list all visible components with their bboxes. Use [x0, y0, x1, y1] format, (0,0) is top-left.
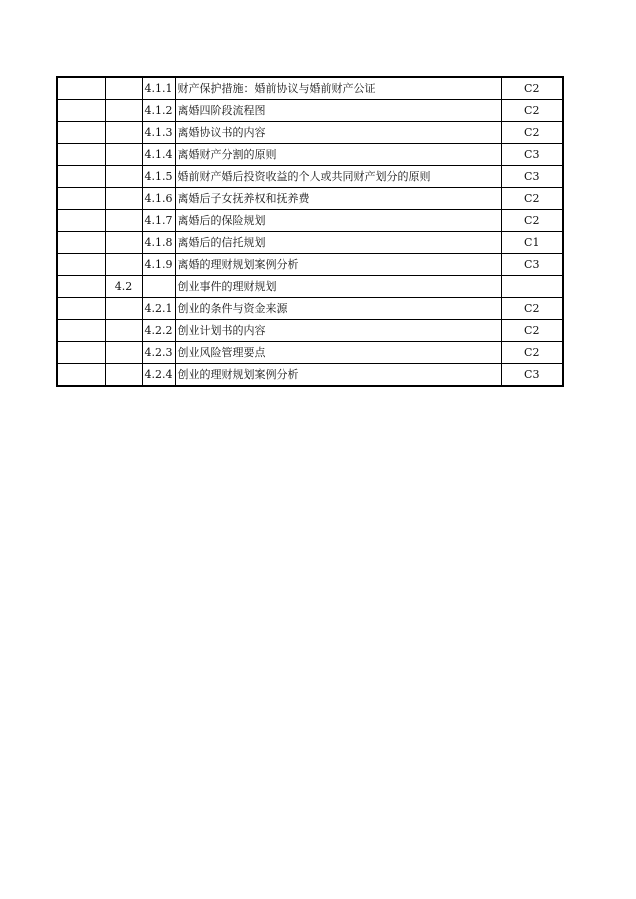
level1-cell: [57, 166, 105, 188]
table-row: [57, 210, 563, 232]
level-code-cell: C2: [501, 342, 563, 364]
level-code-cell: C3: [501, 254, 563, 276]
section-number-cell: 4.2.4: [142, 364, 175, 387]
level-code-cell: C2: [501, 100, 563, 122]
section-number-cell: 4.2.3: [142, 342, 175, 364]
level-code-cell: C2: [501, 210, 563, 232]
level1-cell: [57, 254, 105, 276]
level-code-cell: C2: [501, 320, 563, 342]
table-row: [57, 342, 563, 364]
level2-cell: [105, 166, 142, 188]
level-code-cell: C2: [501, 298, 563, 320]
level1-cell: [57, 122, 105, 144]
level2-cell: [105, 122, 142, 144]
level-code-cell: [501, 276, 563, 298]
level1-cell: [57, 77, 105, 100]
section-number-cell: 4.1.9: [142, 254, 175, 276]
section-number-cell: 4.2.2: [142, 320, 175, 342]
level1-cell: [57, 298, 105, 320]
content-cell: 婚前财产婚后投资收益的个人或共同财产划分的原则: [175, 166, 501, 188]
section-number-cell: 4.2.1: [142, 298, 175, 320]
level2-cell: [105, 254, 142, 276]
section-number-cell: 4.1.1: [142, 77, 175, 100]
level2-cell: [105, 144, 142, 166]
section-number-cell: 4.1.4: [142, 144, 175, 166]
table-row: [57, 100, 563, 122]
content-cell: 创业的理财规划案例分析: [175, 364, 501, 387]
level-code-cell: C3: [501, 144, 563, 166]
section-number-cell: 4.1.3: [142, 122, 175, 144]
content-cell: 离婚后的保险规划: [175, 210, 501, 232]
content-cell: 离婚四阶段流程图: [175, 100, 501, 122]
content-cell: 离婚财产分割的原则: [175, 144, 501, 166]
level1-cell: [57, 144, 105, 166]
content-cell: 创业计划书的内容: [175, 320, 501, 342]
table-row: [57, 77, 563, 100]
table-row: [57, 320, 563, 342]
content-cell: 离婚后子女抚养权和抚养费: [175, 188, 501, 210]
table-row: [57, 276, 563, 298]
level-code-cell: C3: [501, 166, 563, 188]
table-row: [57, 188, 563, 210]
section-number-cell: 4.1.2: [142, 100, 175, 122]
table-row: [57, 298, 563, 320]
level1-cell: [57, 188, 105, 210]
table-row: [57, 364, 563, 387]
section-number-cell: 4.1.7: [142, 210, 175, 232]
level2-cell: 4.2: [105, 276, 142, 298]
level2-cell: [105, 320, 142, 342]
table-row: [57, 166, 563, 188]
section-number-cell: 4.1.5: [142, 166, 175, 188]
section-number-cell: [142, 276, 175, 298]
content-cell: 创业事件的理财规划: [175, 276, 501, 298]
level1-cell: [57, 100, 105, 122]
level-code-cell: C3: [501, 364, 563, 387]
table-row: [57, 144, 563, 166]
table-row: [57, 254, 563, 276]
content-cell: 创业风险管理要点: [175, 342, 501, 364]
level1-cell: [57, 342, 105, 364]
content-cell: 创业的条件与资金来源: [175, 298, 501, 320]
level2-cell: [105, 364, 142, 387]
section-number-cell: 4.1.8: [142, 232, 175, 254]
level2-cell: [105, 77, 142, 100]
level2-cell: [105, 188, 142, 210]
level-code-cell: C2: [501, 122, 563, 144]
level2-cell: [105, 342, 142, 364]
content-cell: 离婚协议书的内容: [175, 122, 501, 144]
table-row: [57, 232, 563, 254]
level1-cell: [57, 210, 105, 232]
level2-cell: [105, 210, 142, 232]
table-row: [57, 122, 563, 144]
level1-cell: [57, 276, 105, 298]
content-cell: 离婚的理财规划案例分析: [175, 254, 501, 276]
syllabus-table-body: [57, 77, 563, 386]
level2-cell: [105, 232, 142, 254]
section-number-cell: 4.1.6: [142, 188, 175, 210]
level2-cell: [105, 298, 142, 320]
level-code-cell: C2: [501, 188, 563, 210]
content-cell: 财产保护措施：婚前协议与婚前财产公证: [175, 77, 501, 100]
level1-cell: [57, 364, 105, 387]
level-code-cell: C2: [501, 77, 563, 100]
syllabus-table: [56, 76, 564, 387]
content-cell: 离婚后的信托规划: [175, 232, 501, 254]
level1-cell: [57, 320, 105, 342]
level1-cell: [57, 232, 105, 254]
level2-cell: [105, 100, 142, 122]
level-code-cell: C1: [501, 232, 563, 254]
